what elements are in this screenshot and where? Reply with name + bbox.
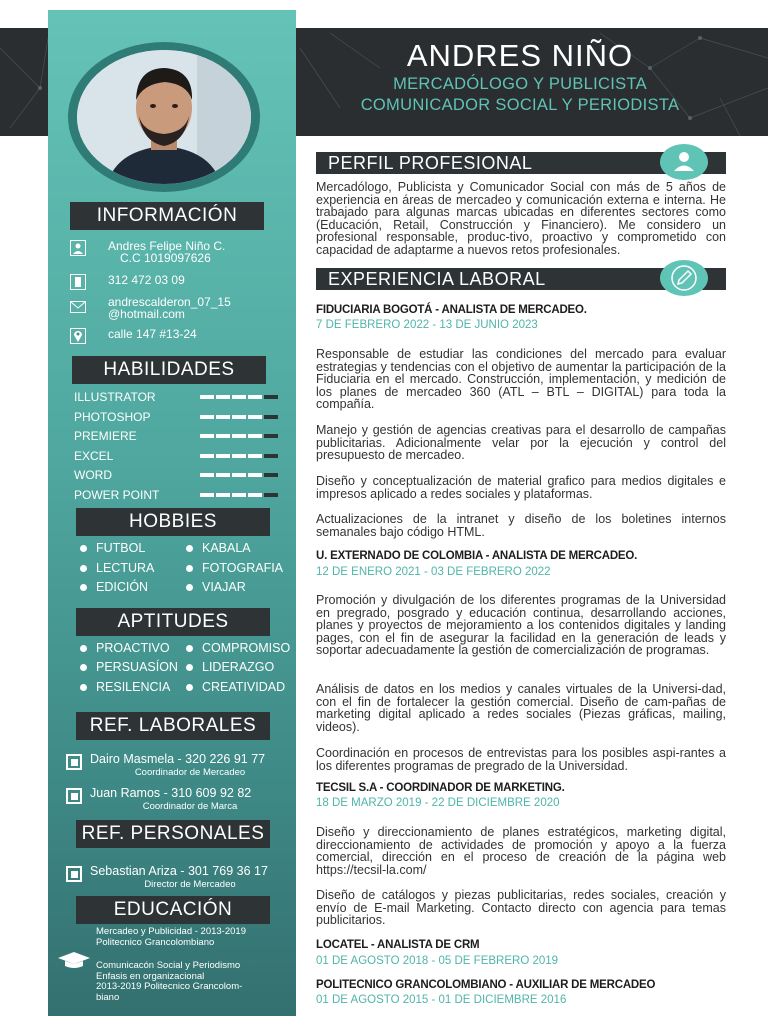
- skill-level-segment: [232, 395, 246, 399]
- job-description: Diseño de catálogos y piezas publicitarias, redes sociales, creación y envío de E-mail Marketing. Contacto directo con agencia para temas publicitarios.: [316, 888, 726, 927]
- job-date: 7 DE FEBRERO 2022 - 13 DE JUNIO 2023: [316, 319, 538, 331]
- skill-row: [74, 468, 284, 482]
- subtitle-line-2: COMUNICADOR SOCIAL Y PERIODISTA: [360, 96, 680, 114]
- hobby-item: KABALA: [202, 541, 251, 555]
- skill-name: ILLUSTRATOR: [74, 390, 156, 404]
- aptitude-item: COMPROMISO: [202, 641, 291, 655]
- skill-level-segment: [232, 434, 246, 438]
- job-description: Diseño y conceptualización de material grafico para medios digitales e impresos aplicado a redes sociales y plataformas.: [316, 474, 726, 501]
- education-school: Politecnico Grancolombiano: [96, 936, 215, 948]
- job-description: Actualizaciones de la intranet y diseño de los boletines internos semanales bajo código HTML.: [316, 512, 726, 539]
- address: calle 147 #13-24: [108, 327, 197, 341]
- skill-row: [74, 410, 284, 424]
- job-description: Manejo y gestión de agencias creativas para el desarrollo de campañas publicitarias. Adicionalmente velar por la ejecución y control del presupuesto de mercadeo.: [316, 423, 726, 462]
- skill-level-segment: [232, 493, 246, 497]
- email-line-1: andrescalderon_07_15: [108, 295, 231, 309]
- checkbox-icon: [66, 754, 82, 770]
- skill-name: WORD: [74, 468, 112, 482]
- skill-level-meter: [200, 434, 280, 438]
- skill-level-segment: [216, 454, 230, 458]
- skill-level-segment: [264, 454, 278, 458]
- job-title: FIDUCIARIA BOGOTÁ - ANALISTA DE MERCADEO.: [316, 304, 587, 316]
- skill-name: EXCEL: [74, 448, 114, 463]
- profile-text: Mercadólogo, Publicista y Comunicador Social con más de 5 años de experiencia en áreas de mercadeo y comunicación externa e interna. He trabajado para algunas marcas ubicadas en diferentes sectores como (Educación, Retail, Construcción y Financiero). Me considero un profesional responsable, produc-tivo, proactivo y comprometido con capacidad de adaptarme a nuevos retos profesionales.: [316, 180, 726, 257]
- aptitude-item: LIDERAZGO: [202, 660, 275, 674]
- skill-level-segment: [248, 395, 262, 399]
- skill-level-segment: [248, 454, 262, 458]
- skill-level-segment: [200, 454, 214, 458]
- skill-level-meter: [200, 493, 280, 497]
- profile-photo: [77, 50, 251, 184]
- aptitude-item: PERSUASÍON: [96, 660, 178, 674]
- skill-row: [74, 488, 284, 502]
- subtitle-line-1: MERCADÓLOGO Y PUBLICISTA: [393, 75, 647, 93]
- job-description: Responsable de estudiar las condiciones del mercado para evaluar estrategias y tendencias con el objetivo de aumentar la participación de la Fiduciaria en el mercado. Construcción, implementación, y medición de los planes de mercadeo 360 (ATL – BTL – DIGITAL) para toda la compañía.: [316, 347, 726, 411]
- hobbies-section-title: HOBBIES: [76, 508, 270, 536]
- job-description: Coordinación en procesos de entrevistas para los posibles aspi-rantes a los diferentes programas de pregrado de la Universidad.: [316, 746, 726, 773]
- personal-references-title: REF. PERSONALES: [76, 820, 270, 848]
- hobby-item: FUTBOL: [96, 541, 146, 555]
- skill-row: [74, 429, 284, 443]
- candidate-name: ANDRES NIÑO: [406, 38, 634, 73]
- skill-name: POWER POINT: [74, 487, 160, 502]
- user-icon: [660, 144, 708, 180]
- sidebar: [48, 10, 296, 1016]
- skill-level-segment: [216, 434, 230, 438]
- reference-role: Director de Mercadeo: [144, 879, 236, 890]
- aptitude-item: PROACTIVO: [96, 641, 170, 655]
- mail-icon: [70, 299, 86, 315]
- skill-row: [74, 390, 284, 404]
- skill-level-segment: [264, 493, 278, 497]
- aptitude-item: CREATIVIDAD: [202, 680, 286, 694]
- skill-level-segment: [264, 395, 278, 399]
- phone-icon: [70, 274, 86, 290]
- skill-level-segment: [216, 493, 230, 497]
- skill-level-meter: [200, 454, 280, 458]
- education-entry-1: [96, 927, 246, 948]
- education-school-cont: biano: [96, 991, 120, 1003]
- skill-level-segment: [264, 434, 278, 438]
- skill-level-segment: [200, 415, 214, 419]
- location-pin-icon: [70, 328, 86, 344]
- skill-level-meter: [200, 395, 280, 399]
- job-date: 01 DE AGOSTO 2018 - 05 DE FEBRERO 2019: [316, 955, 559, 967]
- education-section-title: EDUCACIÓN: [76, 896, 270, 924]
- reference-name: Sebastian Ariza - 301 769 36 17: [90, 864, 268, 878]
- job-date: 12 DE ENERO 2021 - 03 DE FEBRERO 2022: [316, 566, 551, 578]
- education-degree: Comunicacón Social y Periodismo: [96, 960, 241, 971]
- skill-level-segment: [264, 415, 278, 419]
- aptitude-item: RESILENCIA: [96, 680, 171, 694]
- reference-role: Coordinador de Mercadeo: [134, 767, 246, 778]
- aptitudes-section-title: APTITUDES: [76, 608, 270, 636]
- education-emphasis: Enfasis en organizacional: [96, 970, 205, 982]
- skill-level-segment: [216, 395, 230, 399]
- skill-level-segment: [232, 415, 246, 419]
- skill-level-meter: [200, 415, 280, 419]
- hobby-item: LECTURA: [96, 561, 155, 575]
- job-title: POLITECNICO GRANCOLOMBIANO - AUXILIAR DE MERCADEO: [316, 979, 656, 991]
- skill-level-segment: [232, 473, 246, 477]
- skill-level-segment: [200, 493, 214, 497]
- hobby-item: EDICIÓN: [96, 580, 149, 594]
- education-school: 2013-2019 Politecnico Grancolom-: [96, 981, 243, 992]
- checkbox-icon: [66, 788, 82, 804]
- job-title: LOCATEL - ANALISTA DE CRM: [316, 939, 480, 951]
- job-description: Diseño y direccionamiento de planes estratégicos, marketing digital, direccionamiento de actividades de promoción y apoyo a la fuerza comercial, dirección en el proceso de creación de la página web https://tecsil-la.com/: [316, 825, 726, 877]
- experience-badge: [660, 260, 708, 296]
- skill-name: PREMIERE: [74, 429, 137, 443]
- job-description: Análisis de datos en los medios y canales virtuales de la Universi-dad, con el fin de fortalecer la gestión comercial. Diseño de cam-pañas de marketing digital aplicado a redes sociales (Piezas gráficas, mailing, videos).: [316, 682, 726, 734]
- job-title: U. EXTERNADO DE COLOMBIA - ANALISTA DE MERCADEO.: [316, 550, 638, 562]
- reference-name: Juan Ramos - 310 609 92 82: [90, 786, 252, 800]
- user-icon: [70, 240, 86, 256]
- skill-level-segment: [248, 434, 262, 438]
- skill-row: [74, 449, 284, 463]
- skill-level-segment: [264, 473, 278, 477]
- reference-role: Coordinador de Marca: [142, 801, 238, 812]
- skill-level-segment: [216, 415, 230, 419]
- work-references-title: REF. LABORALES: [76, 712, 270, 740]
- profile-section-title: PERFIL PROFESIONAL: [316, 152, 726, 174]
- skill-level-segment: [248, 473, 262, 477]
- id-number: C.C 1019097626: [120, 251, 211, 265]
- name-block: [300, 38, 740, 116]
- job-title: TECSIL S.A - COORDINADOR DE MARKETING.: [316, 782, 565, 794]
- reference-name: Dairo Masmela - 320 226 91 77: [90, 752, 266, 766]
- job-date: 01 DE AGOSTO 2015 - 01 DE DICIEMBRE 2016: [316, 994, 567, 1006]
- graduation-cap-icon: [56, 952, 92, 970]
- skills-section-title: HABILIDADES: [72, 356, 266, 384]
- job-description: Promoción y divulgación de los diferentes programas de la Universidad en pregrado, posgrado y educación continua, desarrollando acciones, planes y proyectos de mejoramiento a los contenidos digitales y landing pages, con el fin de asegurar la facilidad en la generación de leads y soportar adecuadamente la gestión de comercialización de programas.: [316, 593, 726, 657]
- experience-section-title: EXPERIENCIA LABORAL: [316, 268, 726, 290]
- education-degree: Mercadeo y Publicidad - 2013-2019: [96, 926, 246, 937]
- pencil-icon: [660, 260, 708, 296]
- email-line-2: @hotmail.com: [108, 307, 185, 321]
- skill-level-segment: [200, 434, 214, 438]
- skill-level-segment: [248, 415, 262, 419]
- job-date: 18 DE MARZO 2019 - 22 DE DICIEMBRE 2020: [316, 797, 560, 809]
- hobby-item: FOTOGRAFIA: [202, 561, 284, 575]
- education-entry-2: [96, 961, 242, 1003]
- full-name: Andres Felipe Niño C.: [108, 239, 226, 253]
- profile-badge: [660, 144, 708, 180]
- phone-number: 312 472 03 09: [108, 273, 185, 287]
- checkbox-icon: [66, 866, 82, 882]
- skill-level-segment: [248, 493, 262, 497]
- skill-level-segment: [200, 473, 214, 477]
- skill-level-meter: [200, 473, 280, 477]
- info-section-title: INFORMACIÓN: [70, 202, 264, 230]
- skill-level-segment: [232, 454, 246, 458]
- skill-name: PHOTOSHOP: [74, 409, 151, 424]
- skill-level-segment: [216, 473, 230, 477]
- hobby-item: VIAJAR: [202, 580, 246, 594]
- skill-level-segment: [200, 395, 214, 399]
